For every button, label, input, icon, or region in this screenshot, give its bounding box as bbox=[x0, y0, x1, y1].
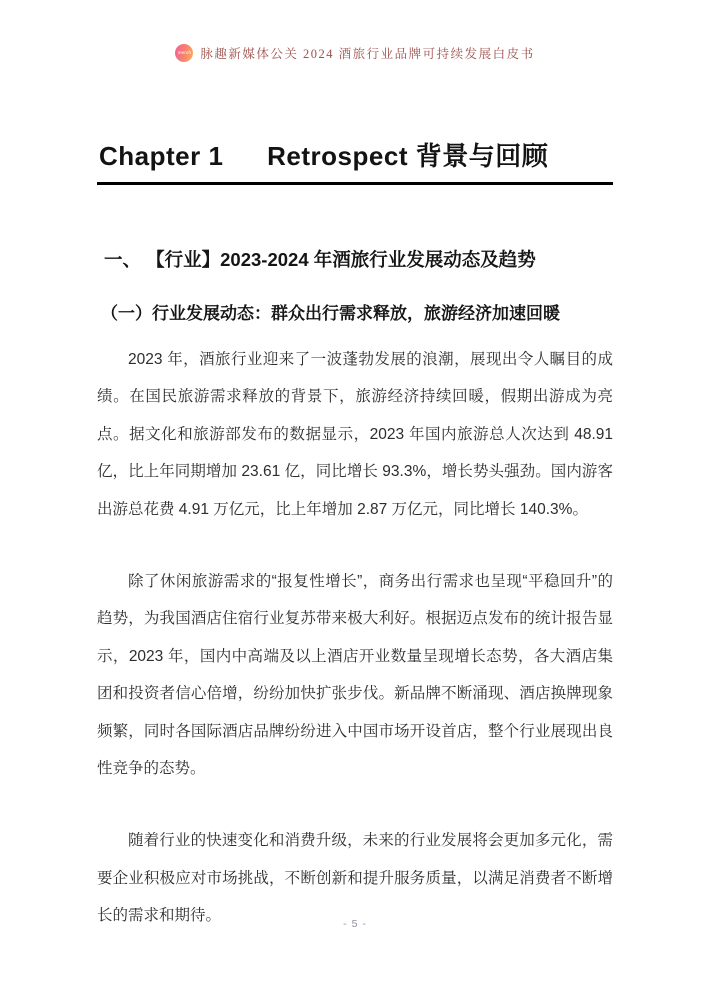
page-number: - 5 - bbox=[343, 918, 367, 930]
body-paragraph-1: 2023 年，酒旅行业迎来了一波蓬勃发展的浪潮，展现出令人瞩目的成绩。在国民旅游需求释放的背景下，旅游经济持续回暖，假期出游成为亮点。据文化和旅游部发布的数据显示，2023 年国内旅游总人次达到 48.91 亿，比上年同期增加 23.61 亿，同比增长 93.3%，增长势头强劲。国内游客出游总花费 4.91 万亿元，比上年增加 2.87 万亿元，同比增长 140.3%。 bbox=[97, 351, 613, 518]
subsection-heading: （一）行业发展动态：群众出行需求释放，旅游经济加速回暖 bbox=[101, 304, 560, 323]
body-text-block bbox=[97, 341, 613, 935]
body-paragraph-2: 除了休闲旅游需求的“报复性增长”，商务出行需求也呈现“平稳回升”的趋势，为我国酒店住宿行业复苏带来极大利好。根据迈点发布的统计报告显示，2023 年，国内中高端及以上酒店开业数量呈现增长态势，各大酒店集团和投资者信心倍增，纷纷加快扩张步伐。新品牌不断涌现、酒店换牌现象频繁，同时各国际酒店品牌纷纷进入中国市场开设首店，整个行业展现出良性竞争的态势。 bbox=[97, 573, 613, 778]
header-title: 脉趣新媒体公关 2024 酒旅行业品牌可持续发展白皮书 bbox=[200, 47, 535, 61]
chapter-label: Chapter 1 bbox=[99, 141, 224, 171]
section-heading: 一、 【行业】2023-2024 年酒旅行业发展动态及趋势 bbox=[104, 249, 536, 270]
brand-logo-icon bbox=[175, 44, 193, 62]
brand-logo-text: merch bbox=[177, 49, 192, 56]
body-paragraph-3: 随着行业的快速变化和消费升级，未来的行业发展将会更加多元化，需要企业积极应对市场挑战，不断创新和提升服务质量，以满足消费者不断增长的需求和期待。 bbox=[97, 832, 613, 925]
page-header bbox=[0, 44, 710, 62]
page-footer bbox=[0, 918, 710, 930]
chapter-heading bbox=[97, 136, 613, 185]
chapter-title: Retrospect 背景与回顾 bbox=[267, 141, 549, 171]
